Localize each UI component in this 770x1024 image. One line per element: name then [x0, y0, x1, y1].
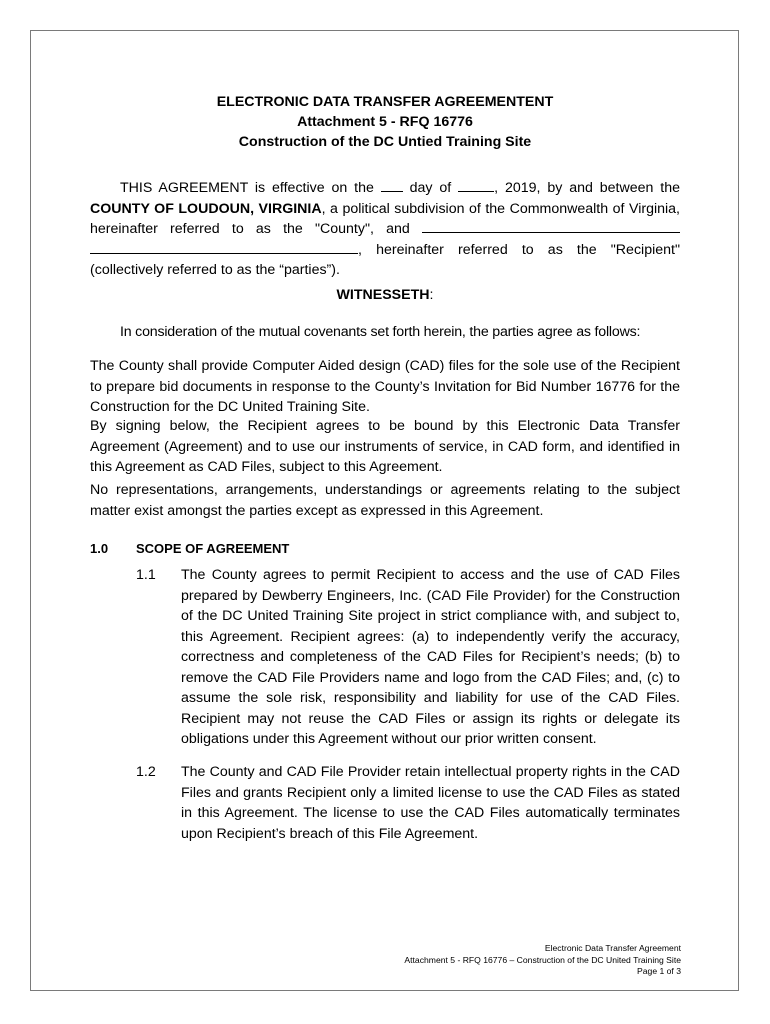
document-title: ELECTRONIC DATA TRANSFER AGREEMENTENT [216, 94, 554, 110]
document-subtitle: Attachment 5 - RFQ 16776 [297, 114, 473, 130]
intro-text-b: day of [402, 180, 459, 196]
document-project-title: Construction of the DC Untied Training Site [238, 134, 532, 150]
no-representations-paragraph: No representations, arrangements, understandings or agreements relating to the subject matter exist amongst the parties except as expressed in this Agreement. [90, 482, 680, 519]
item-text-1-2: The County and CAD File Provider retain intellectual property rights in the CAD Files and grants Recipient only a limited license to use the CAD Files as stated in this Agreement. The license to use the CAD Files automatically terminates upon Recipient’s breach of this File Agreement. [181, 764, 680, 842]
recipient-blank-2 [90, 240, 358, 254]
recipient-blank-1 [422, 219, 680, 233]
section-title: SCOPE OF AGREEMENT [136, 541, 290, 556]
intro-paragraph [90, 178, 680, 281]
signing-paragraph: By signing below, the Recipient agrees to be bound by this Electronic Data Transfer Agreement (Agreement) and to use our instruments of service, in CAD form, and identified in this Agreement as CAD Files, subject to this Agreement. [90, 418, 680, 475]
witnesseth-label: WITNESSETH [336, 287, 430, 303]
intro-text-a: THIS AGREEMENT is effective on the [120, 180, 381, 196]
footer-page-number: Page 1 of 3 [637, 966, 681, 976]
witnesseth-colon: : [429, 287, 434, 303]
cad-paragraph: The County shall provide Computer Aided design (CAD) files for the sole use of the Recipient to prepare bid documents in response to the County’s Invitation for Bid Number 16776 for the Construction for the DC United Training Site. [90, 358, 680, 415]
witnesseth-heading [0, 287, 770, 303]
footer [261, 943, 681, 978]
intro-text-c: , 2019, by and between the [494, 180, 680, 196]
item-number-1-1: 1.1 [136, 567, 156, 583]
consideration-text: In consideration of the mutual covenants set forth herein, the parties agree as follows: [120, 324, 641, 340]
section-number: 1.0 [90, 541, 109, 556]
day-blank [381, 178, 403, 192]
intro-text-e: , hereinafter referred to as the "Recipient" (collectively referred to as the “parties”). [90, 241, 680, 278]
item-text-1-1: The County agrees to permit Recipient to access and the use of CAD Files prepared by Dewberry Engineers, Inc. (CAD File Provider) for the Construction of the DC United Training Site project in strict compliance with, and subject to, this Agreement. Recipient agrees: (a) to independently verify the accuracy, correctness and completeness of the CAD Files for Recipient’s needs; (b) to remove the CAD File Providers name and logo from the CAD Files; and, (c) to assume the sole risk, responsibility and liability for use of the CAD Files. Recipient may not reuse the CAD Files or assign its rights or delegate its obligations under this Agreement without our prior written consent. [181, 567, 680, 747]
month-blank [458, 178, 494, 192]
county-name: COUNTY OF LOUDOUN, VIRGINIA [90, 200, 322, 217]
item-number-1-2: 1.2 [136, 764, 156, 780]
footer-doc-title: Electronic Data Transfer Agreement [544, 943, 681, 953]
footer-attachment: Attachment 5 - RFQ 16776 – Construction of the DC United Training Site [404, 954, 681, 965]
intro-text-d: , a political subdivision of the Commonwealth of Virginia, hereinafter referred to as the "County", and [90, 200, 680, 237]
